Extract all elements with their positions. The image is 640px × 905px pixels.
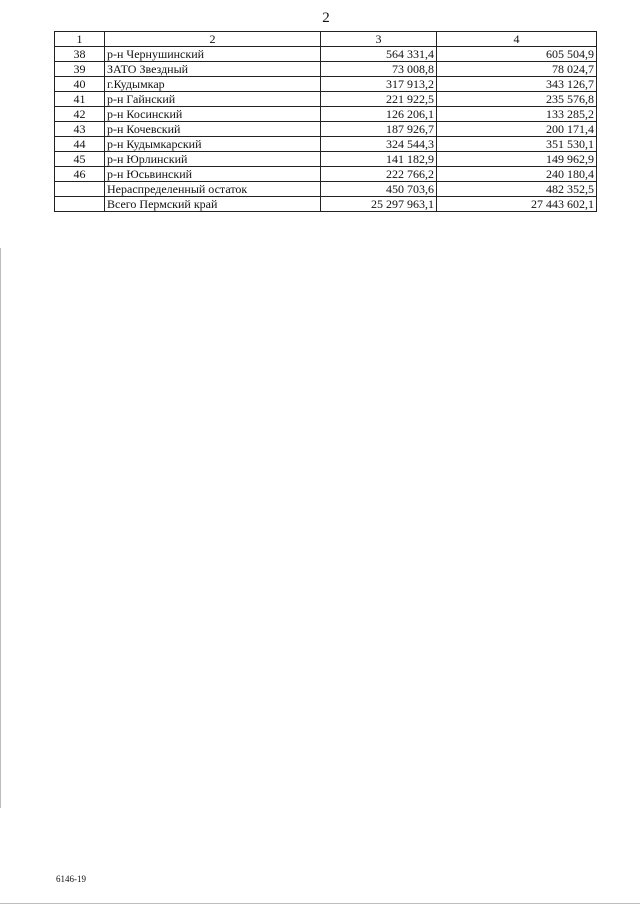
scan-left-edge-line — [0, 248, 1, 808]
row-number: 41 — [55, 92, 105, 107]
table-row — [55, 167, 597, 182]
amount-col3: 221 922,5 — [321, 92, 437, 107]
table-row — [55, 92, 597, 107]
amount-col4: 343 126,7 — [437, 77, 597, 92]
territory-name: р-н Гайнский — [105, 92, 321, 107]
row-number — [55, 197, 105, 212]
row-number: 38 — [55, 47, 105, 62]
territory-name: р-н Кочевский — [105, 122, 321, 137]
row-number: 42 — [55, 107, 105, 122]
page-number: 2 — [322, 10, 330, 26]
amount-col4: 149 962,9 — [437, 152, 597, 167]
territory-name: р-н Юсьвинский — [105, 167, 321, 182]
amount-col3: 25 297 963,1 — [321, 197, 437, 212]
table-row — [55, 122, 597, 137]
row-number: 40 — [55, 77, 105, 92]
table-row — [55, 77, 597, 92]
row-number: 43 — [55, 122, 105, 137]
budget-table — [54, 31, 597, 212]
amount-col3: 73 008,8 — [321, 62, 437, 77]
amount-col4: 78 024,7 — [437, 62, 597, 77]
amount-col4: 200 171,4 — [437, 122, 597, 137]
amount-col3: 141 182,9 — [321, 152, 437, 167]
table-row — [55, 107, 597, 122]
amount-col4: 133 285,2 — [437, 107, 597, 122]
row-number — [55, 182, 105, 197]
row-number: 46 — [55, 167, 105, 182]
amount-col4: 240 180,4 — [437, 167, 597, 182]
territory-name: ЗАТО Звездный — [105, 62, 321, 77]
amount-col4: 27 443 602,1 — [437, 197, 597, 212]
amount-col3: 317 913,2 — [321, 77, 437, 92]
document-code: 6146-19 — [56, 874, 86, 884]
table-row-unallocated — [55, 182, 597, 197]
territory-name: Всего Пермский край — [105, 197, 321, 212]
territory-name: р-н Косинский — [105, 107, 321, 122]
row-number: 39 — [55, 62, 105, 77]
table-header-row — [55, 32, 597, 47]
amount-col4: 482 352,5 — [437, 182, 597, 197]
table-row-total — [55, 197, 597, 212]
amount-col3: 187 926,7 — [321, 122, 437, 137]
territory-name: р-н Чернушинский — [105, 47, 321, 62]
table-row — [55, 62, 597, 77]
amount-col4: 351 530,1 — [437, 137, 597, 152]
header-cell-col4: 4 — [437, 32, 597, 47]
header-cell-col2: 2 — [105, 32, 321, 47]
territory-name: р-н Кудымкарский — [105, 137, 321, 152]
row-number: 44 — [55, 137, 105, 152]
amount-col4: 605 504,9 — [437, 47, 597, 62]
table-row — [55, 137, 597, 152]
amount-col4: 235 576,8 — [437, 92, 597, 107]
amount-col3: 126 206,1 — [321, 107, 437, 122]
amount-col3: 564 331,4 — [321, 47, 437, 62]
row-number: 45 — [55, 152, 105, 167]
territory-name: г.Кудымкар — [105, 77, 321, 92]
amount-col3: 324 544,3 — [321, 137, 437, 152]
amount-col3: 222 766,2 — [321, 167, 437, 182]
amount-col3: 450 703,6 — [321, 182, 437, 197]
header-cell-col3: 3 — [321, 32, 437, 47]
scan-bottom-edge-line — [0, 903, 640, 904]
territory-name: Нераспределенный остаток — [105, 182, 321, 197]
territory-name: р-н Юрлинский — [105, 152, 321, 167]
table-row — [55, 47, 597, 62]
header-cell-col1: 1 — [55, 32, 105, 47]
table-row — [55, 152, 597, 167]
